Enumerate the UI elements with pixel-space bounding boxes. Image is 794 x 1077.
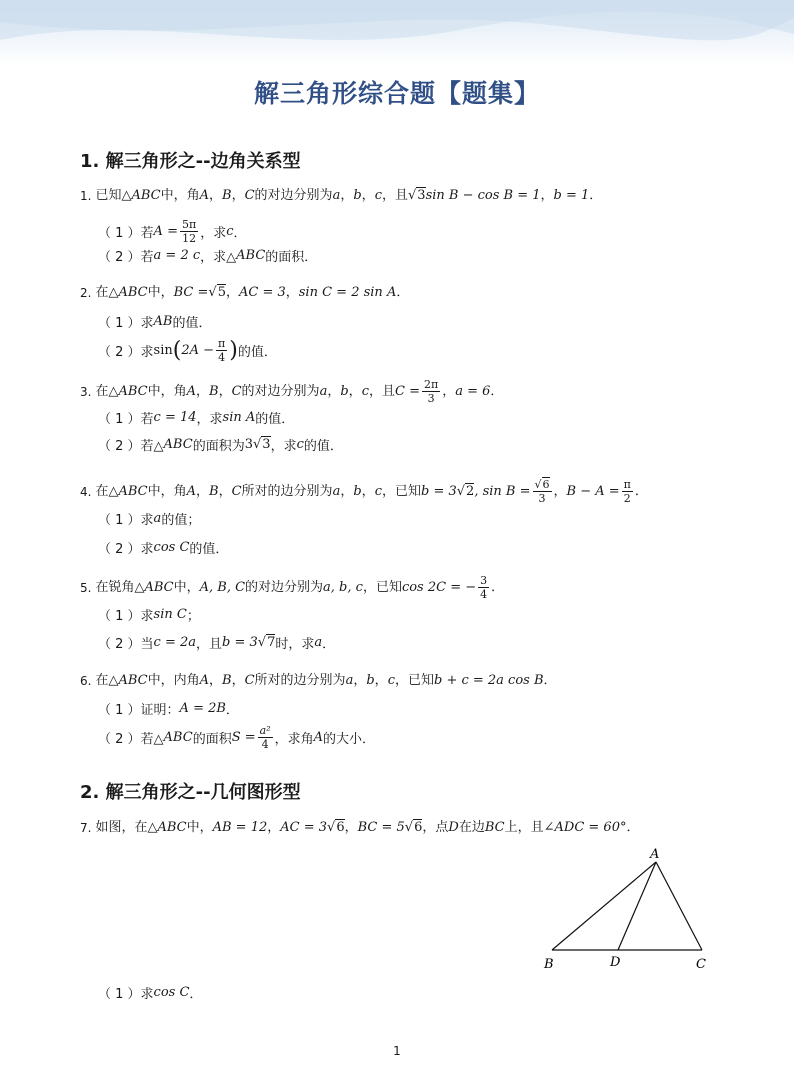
text: ， bbox=[361, 483, 375, 499]
text: ， bbox=[196, 383, 210, 399]
text: ． bbox=[543, 673, 557, 688]
text: ， bbox=[231, 188, 245, 203]
text: ，求 bbox=[270, 439, 297, 454]
text: 的值； bbox=[161, 513, 201, 528]
question-3-part-2 bbox=[98, 435, 343, 454]
math: AC = 3 bbox=[280, 820, 328, 835]
text: ， bbox=[285, 285, 299, 300]
text: （ 2 ）求 bbox=[98, 345, 154, 360]
math: , sin B = bbox=[474, 483, 531, 499]
math: b bbox=[353, 483, 362, 499]
question-5 bbox=[80, 574, 504, 601]
text: ． bbox=[490, 383, 504, 399]
text: ，且 bbox=[368, 383, 395, 399]
text: ，点 bbox=[422, 820, 449, 835]
text: （ 1 ）求 bbox=[98, 316, 154, 331]
math: BC = bbox=[173, 285, 209, 300]
math: b bbox=[353, 188, 362, 203]
math: A bbox=[186, 383, 196, 399]
text: （ 1 ）求 bbox=[98, 609, 154, 624]
text: 中， bbox=[186, 820, 213, 835]
text: 的值． bbox=[303, 439, 343, 454]
text: ， bbox=[225, 285, 239, 300]
question-4-part-2 bbox=[98, 538, 228, 557]
text: （ 2 ）求 bbox=[98, 542, 154, 557]
text: ， bbox=[353, 673, 367, 688]
math: AB bbox=[153, 314, 173, 329]
math: ABC bbox=[163, 437, 193, 452]
text: ，已知 bbox=[381, 483, 421, 499]
math: ABC bbox=[118, 673, 148, 688]
math: AB = 12 bbox=[212, 820, 268, 835]
math: C bbox=[244, 673, 255, 688]
math: a bbox=[314, 635, 323, 650]
math: BC = 5 bbox=[357, 820, 405, 835]
text: ，求△ bbox=[200, 250, 237, 265]
math: sin bbox=[153, 343, 173, 358]
text: （ 1 ）求 bbox=[98, 987, 154, 1002]
text: （ 2 ）当 bbox=[98, 637, 154, 652]
text: ． bbox=[322, 637, 336, 652]
math: b bbox=[366, 673, 375, 688]
math: a bbox=[345, 673, 354, 688]
segment-AD bbox=[618, 862, 656, 950]
text: ， bbox=[553, 483, 567, 499]
text: ． bbox=[396, 285, 410, 300]
math: c bbox=[374, 188, 382, 203]
text: （ 1 ）证明： bbox=[98, 703, 180, 718]
math: a = 2 c bbox=[153, 248, 201, 263]
question-number: 5. bbox=[80, 580, 92, 595]
sqrt-expression: √2 bbox=[456, 483, 475, 499]
fraction: $\frac{\pi}{4}$ bbox=[218, 337, 226, 364]
text: 的对边分别为 bbox=[245, 579, 324, 595]
text: 中，角 bbox=[147, 483, 187, 499]
question-2-part-1 bbox=[98, 312, 212, 331]
vertex-label-A: A bbox=[650, 847, 660, 862]
triangle-figure bbox=[536, 846, 726, 974]
text: （ 1 ）若 bbox=[98, 226, 154, 241]
text: （ 1 ）求 bbox=[98, 513, 154, 528]
text: ． bbox=[233, 226, 247, 241]
section-heading-1: 1. 解三角形之--边角关系型 bbox=[80, 151, 301, 172]
text: 时，求 bbox=[275, 637, 315, 652]
question-6-part-2 bbox=[98, 724, 375, 751]
math: AC = 3 bbox=[238, 285, 286, 300]
math: C bbox=[244, 188, 255, 203]
header-wave-decoration bbox=[0, 0, 794, 64]
text: ，且 bbox=[196, 637, 223, 652]
question-7-part-1 bbox=[98, 983, 202, 1002]
text: 的值． bbox=[255, 412, 295, 427]
math: a bbox=[319, 383, 328, 399]
text: ． bbox=[634, 483, 648, 499]
text: 在△ bbox=[95, 383, 119, 399]
text: ， bbox=[327, 383, 341, 399]
question-number: 1. bbox=[80, 189, 92, 203]
math: C bbox=[231, 383, 242, 399]
math: c = 14 bbox=[153, 410, 197, 425]
text: 中， bbox=[147, 285, 174, 300]
text: 在边 bbox=[458, 820, 485, 835]
text: 中，角 bbox=[160, 188, 200, 203]
math: B − A = bbox=[566, 483, 620, 499]
text: （ 2 ）若△ bbox=[98, 732, 164, 747]
fraction: $\frac{√6}{3}$ bbox=[534, 478, 550, 505]
math: B bbox=[209, 483, 219, 499]
question-number: 6. bbox=[80, 674, 92, 688]
text: 的值． bbox=[237, 345, 277, 360]
question-7 bbox=[80, 818, 639, 838]
sqrt-expression: √5 bbox=[208, 285, 226, 300]
math: cos 2C = − bbox=[401, 579, 477, 595]
math: sin C = 2 sin A bbox=[298, 285, 397, 300]
math: cos C bbox=[153, 540, 190, 555]
fraction: $\frac{\pi}{2}$ bbox=[623, 478, 631, 505]
text: 中，角 bbox=[147, 383, 187, 399]
math: c = 2a bbox=[153, 635, 197, 650]
question-number: 7. bbox=[80, 821, 92, 835]
question-6-part-1 bbox=[98, 699, 239, 718]
section-heading-2: 2. 解三角形之--几何图形型 bbox=[80, 782, 301, 803]
text: ，已知 bbox=[362, 579, 402, 595]
question-6 bbox=[80, 671, 557, 691]
text: 在△ bbox=[95, 483, 119, 499]
math: c bbox=[296, 437, 304, 452]
text: 的对边分别为 bbox=[254, 188, 333, 203]
math: C = bbox=[394, 383, 420, 399]
text: 的面积． bbox=[265, 250, 318, 265]
math: a bbox=[332, 483, 341, 499]
sqrt-expression: √7 bbox=[257, 635, 276, 650]
text: 的面积为 bbox=[192, 439, 245, 454]
text: 如图，在△ bbox=[95, 820, 158, 835]
side-AB bbox=[552, 862, 656, 950]
text: 中，内角 bbox=[147, 673, 200, 688]
text: ，已知 bbox=[394, 673, 434, 688]
paren: ) bbox=[229, 337, 238, 363]
text: 的大小． bbox=[323, 732, 376, 747]
question-number: 3. bbox=[80, 384, 92, 399]
text: ， bbox=[218, 483, 232, 499]
math: ABC bbox=[118, 483, 148, 499]
question-3 bbox=[80, 378, 503, 405]
sqrt-expression: √6 bbox=[327, 820, 345, 835]
math: b = 1 bbox=[553, 188, 590, 203]
question-1-part-2 bbox=[98, 246, 317, 265]
math: A bbox=[313, 730, 324, 745]
math: C bbox=[231, 483, 242, 499]
text: （ 2 ）若 bbox=[98, 250, 154, 265]
text: （ 2 ）若△ bbox=[98, 439, 164, 454]
vertex-label-D: D bbox=[610, 955, 621, 970]
math: A bbox=[199, 673, 209, 688]
math: A = bbox=[153, 224, 178, 239]
text: ． bbox=[589, 188, 603, 203]
text: 在△ bbox=[95, 673, 119, 688]
text: ， bbox=[348, 383, 362, 399]
math: S = bbox=[231, 730, 256, 745]
math: ABC bbox=[163, 730, 193, 745]
sqrt-expression: √6 bbox=[404, 820, 423, 835]
text: （ 1 ）若 bbox=[98, 412, 154, 427]
text: ． bbox=[189, 987, 203, 1002]
math: c bbox=[374, 483, 382, 499]
math: c bbox=[387, 673, 395, 688]
text: ． bbox=[626, 820, 640, 835]
text: ，求角 bbox=[274, 732, 314, 747]
math: B bbox=[222, 188, 232, 203]
text: 的面积 bbox=[192, 732, 232, 747]
vertex-label-B: B bbox=[544, 957, 554, 972]
text: ， bbox=[267, 820, 281, 835]
text: 在△ bbox=[95, 285, 119, 300]
text: 的值． bbox=[172, 316, 212, 331]
math: sin A bbox=[222, 410, 256, 425]
math: A bbox=[186, 483, 196, 499]
question-5-part-2 bbox=[98, 633, 335, 652]
question-number: 2. bbox=[80, 286, 92, 300]
text: ． bbox=[491, 579, 505, 595]
text: ， bbox=[218, 383, 232, 399]
math: a, b, c bbox=[323, 579, 363, 595]
math: ABC bbox=[144, 579, 174, 595]
question-2-part-2 bbox=[98, 337, 277, 364]
text: 的值． bbox=[189, 542, 229, 557]
text: ，求 bbox=[196, 412, 223, 427]
text: 所对的边分别为 bbox=[241, 483, 333, 499]
math: c bbox=[361, 383, 369, 399]
question-1-part-1 bbox=[98, 218, 247, 245]
paren: ( bbox=[172, 337, 182, 363]
vertex-label-C: C bbox=[696, 957, 706, 972]
math: ABC bbox=[157, 820, 187, 835]
math: A bbox=[199, 188, 209, 203]
text: 中， bbox=[173, 579, 200, 595]
math: A = 2B bbox=[179, 701, 226, 716]
text: ，且 bbox=[381, 188, 408, 203]
math: b bbox=[340, 383, 349, 399]
text: 已知△ bbox=[95, 188, 132, 203]
math: 2A − bbox=[181, 343, 215, 358]
math: c bbox=[226, 224, 234, 239]
math: b + c = 2a cos B bbox=[433, 673, 544, 688]
math: D bbox=[448, 820, 459, 835]
question-4-part-1 bbox=[98, 509, 200, 528]
text: ， bbox=[361, 188, 375, 203]
math: a = 6 bbox=[455, 383, 491, 399]
math: 3 bbox=[244, 437, 253, 452]
text: ， bbox=[442, 383, 456, 399]
math: B bbox=[222, 673, 232, 688]
question-number: 4. bbox=[80, 484, 92, 499]
question-4 bbox=[80, 478, 648, 505]
text: 在锐角△ bbox=[95, 579, 145, 595]
math: cos C bbox=[153, 985, 190, 1000]
text: ， bbox=[209, 673, 223, 688]
math: ABC bbox=[118, 383, 148, 399]
text: ， bbox=[374, 673, 388, 688]
math: sin C bbox=[153, 607, 187, 622]
page-title: 解三角形综合题【题集】 bbox=[253, 79, 540, 108]
math: a bbox=[332, 188, 341, 203]
side-AC bbox=[656, 862, 702, 950]
math: b = 3 bbox=[222, 635, 258, 650]
math: A, B, C bbox=[199, 579, 246, 595]
math: a bbox=[153, 511, 162, 526]
question-2 bbox=[80, 283, 409, 303]
text: ， bbox=[209, 188, 223, 203]
math: ∠ADC = 60° bbox=[543, 820, 627, 835]
text: ， bbox=[196, 483, 210, 499]
text: ， bbox=[340, 188, 354, 203]
fraction: $\frac{2\pi}{3}$ bbox=[423, 378, 439, 405]
fraction: $\frac{3}{4}$ bbox=[480, 574, 488, 601]
math: B bbox=[209, 383, 219, 399]
text: ． bbox=[225, 703, 239, 718]
math: ABC bbox=[131, 188, 161, 203]
text: ， bbox=[344, 820, 358, 835]
question-1 bbox=[80, 186, 602, 206]
math: ABC bbox=[118, 285, 148, 300]
math: ABC bbox=[236, 248, 266, 263]
question-5-part-1 bbox=[98, 605, 200, 624]
text: ； bbox=[186, 609, 200, 624]
fraction: $\frac{5\pi}{12}$ bbox=[181, 218, 197, 245]
text: 的对边分别为 bbox=[241, 383, 320, 399]
question-3-part-1 bbox=[98, 408, 294, 427]
page-number: 1 bbox=[393, 1044, 401, 1058]
text: ， bbox=[231, 673, 245, 688]
text: 上，且 bbox=[504, 820, 544, 835]
text: 所对的边分别为 bbox=[254, 673, 346, 688]
text: ， bbox=[340, 483, 354, 499]
fraction: $\frac{\text{a²}}{4}$ bbox=[259, 724, 271, 751]
math: b = 3 bbox=[420, 483, 457, 499]
text: ， bbox=[540, 188, 554, 203]
sqrt-expression: √3 bbox=[407, 188, 426, 203]
sqrt-expression: √3 bbox=[252, 437, 271, 452]
math: sin B − cos B = 1 bbox=[425, 188, 541, 203]
text: ，求 bbox=[200, 226, 227, 241]
math: BC bbox=[484, 820, 505, 835]
